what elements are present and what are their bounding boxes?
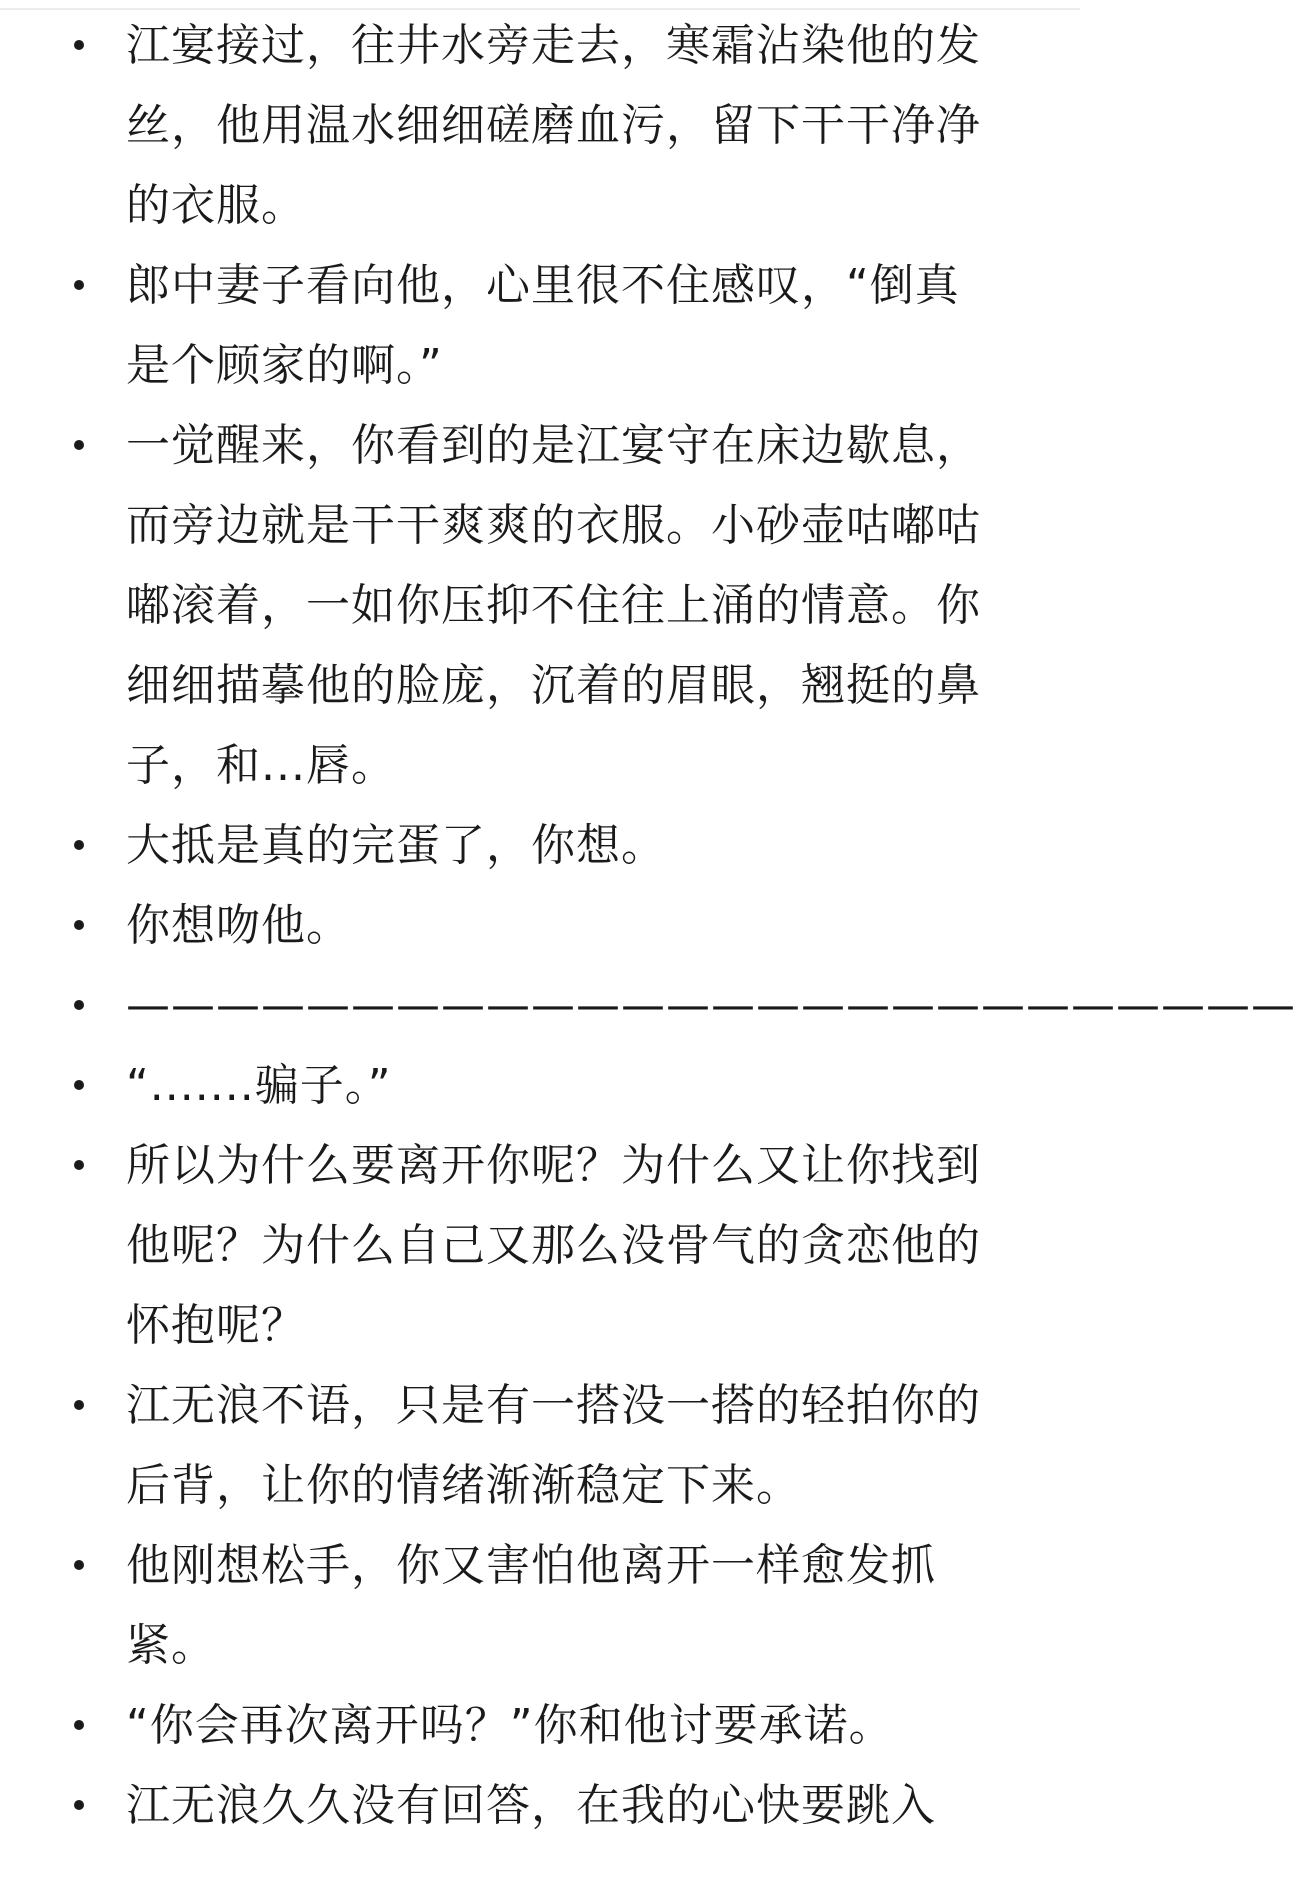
list-item-text: 郎中妻子看向他，心里很不住感叹，“倒真是个顾家的啊。” — [126, 260, 960, 391]
list-item — [0, 1526, 1080, 1686]
list-item-text: 你想吻他。 — [126, 900, 351, 951]
list-item — [0, 966, 1296, 1046]
list-item — [0, 1686, 1080, 1766]
list-item-text: 大抵是真的完蛋了，你想。 — [126, 820, 666, 871]
list-item-text: 一觉醒来，你看到的是江宴守在床边歇息，而旁边就是干干爽爽的衣服。小砂壶咕嘟咕嘟滚着，一如你压抑不住往上涌的情意。你细细描摹他的脸庞，沉着的眉眼，翘挺的鼻子，和...唇。 — [126, 420, 981, 791]
bullet-dot-icon — [74, 1720, 84, 1730]
list-item-text: “.......骗子。” — [126, 1060, 392, 1111]
bullet-dot-icon — [74, 1400, 84, 1410]
bullet-dot-icon — [74, 840, 84, 850]
list-item — [0, 1126, 1080, 1366]
list-item — [0, 806, 1080, 886]
list-item-text: 江无浪久久没有回答，在我的心快要跳入 — [126, 1780, 936, 1831]
bullet-dot-icon — [74, 40, 84, 50]
list-item-text: 江无浪不语，只是有一搭没一搭的轻拍你的后背，让你的情绪渐渐稳定下来。 — [126, 1380, 981, 1511]
list-item-text: 他刚想松手，你又害怕他离开一样愈发抓紧。 — [126, 1540, 936, 1671]
bullet-dot-icon — [74, 1080, 84, 1090]
list-item-text: 江宴接过，往井水旁走去，寒霜沾染他的发丝，他用温水细细磋磨血污，留下干干净净的衣服。 — [126, 20, 981, 231]
list-item — [0, 6, 1080, 246]
bullet-dot-icon — [74, 1800, 84, 1810]
bullet-dot-icon — [74, 920, 84, 930]
list-item-text: 所以为什么要离开你呢？为什么又让你找到他呢？为什么自己又那么没骨气的贪恋他的怀抱呢？ — [126, 1140, 981, 1351]
list-item — [0, 406, 1080, 806]
bullet-dot-icon — [74, 1160, 84, 1170]
article-bullet-list — [0, 6, 1296, 1846]
list-item — [0, 246, 1080, 406]
list-item-text: “你会再次离开吗？”你和他讨要承诺。 — [126, 1700, 894, 1751]
bullet-dot-icon — [74, 1560, 84, 1570]
bullet-dot-icon — [74, 1000, 84, 1010]
list-item — [0, 886, 1080, 966]
bullet-dot-icon — [74, 440, 84, 450]
list-item — [0, 1366, 1080, 1526]
list-item — [0, 1766, 1080, 1846]
list-item — [0, 1046, 1080, 1126]
section-separator-text: —————————————————————————— — [126, 980, 1296, 1031]
bullet-dot-icon — [74, 280, 84, 290]
